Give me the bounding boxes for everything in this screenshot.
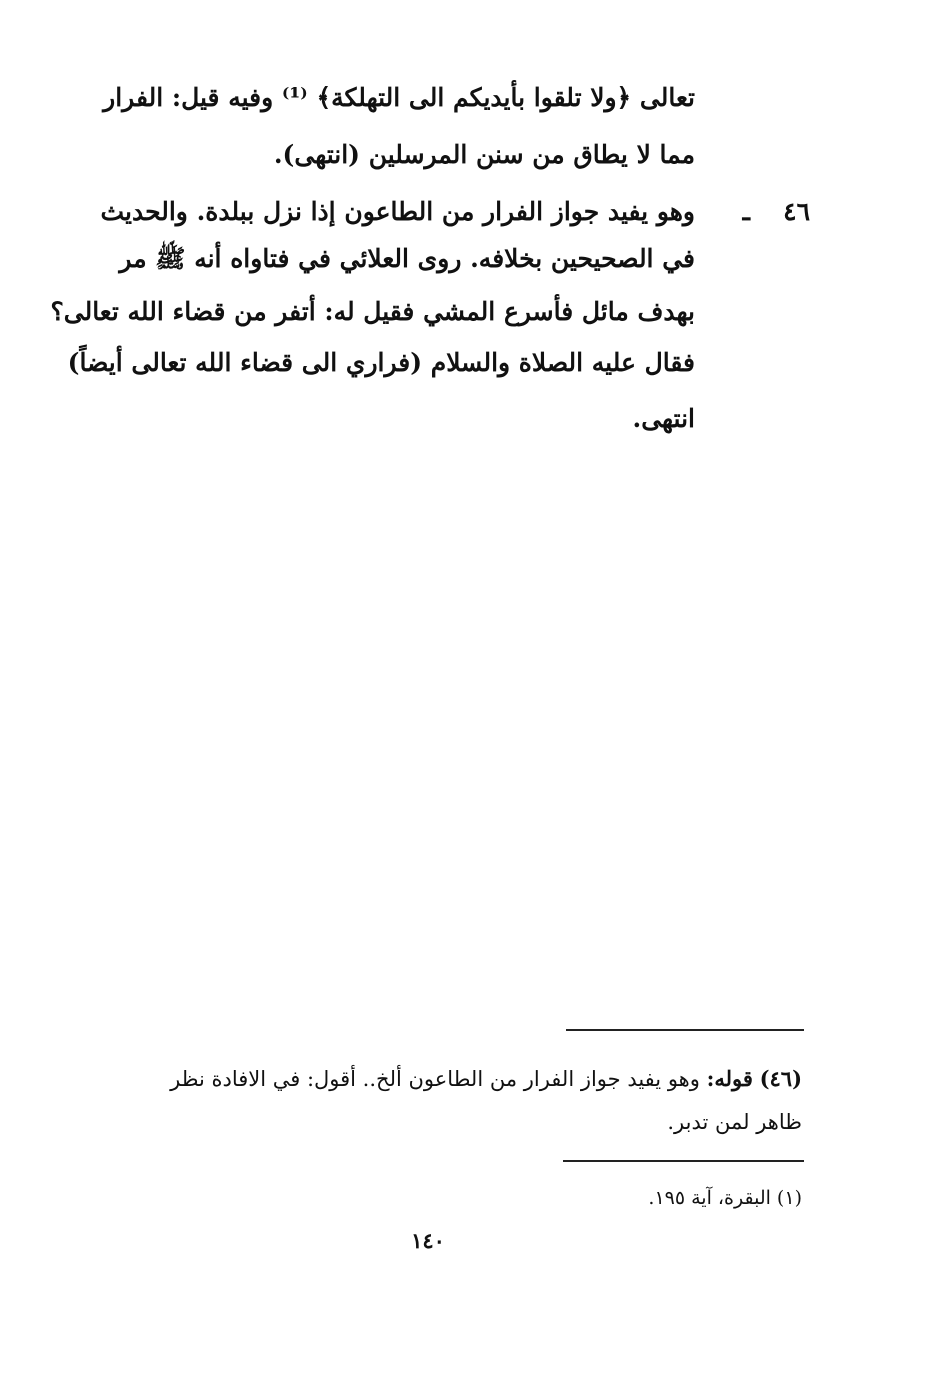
commentary-keyword: قوله: [706,1066,753,1091]
commentary-ref: (٤٦) [759,1066,802,1091]
main-text-line-7: انتهى. [632,404,695,433]
main-text-line-4: في الصحيحين بخلافه. روى العلائي في فتاواه أنه ﷺ مر [119,244,695,273]
commentary-separator [566,1029,804,1031]
commentary-line-2: ظاهر لمن تدبر. [667,1110,802,1134]
main-text-line-3: وهو يفيد جواز الفرار من الطاعون إذا نزل ببلدة. والحديث [100,197,695,226]
item-number: ٤٦ [783,197,810,226]
footnote-separator [563,1160,804,1162]
commentary-text: وهو يفيد جواز الفرار من الطاعون ألخ.. أقول: في الافادة نظر [170,1067,700,1091]
main-text-line-5: بهدف مائل فأسرع المشي فقيل له: أتفر من قضاء الله تعالى؟ [50,297,695,326]
page-number: ١٤٠ [411,1228,445,1253]
main-text-line-2: مما لا يطاق من سنن المرسلين (انتهى). [273,140,695,169]
commentary-line-1 [42,1062,802,1096]
main-text-line-6: فقال عليه الصلاة والسلام (فراري الى قضاء الله تعالى أيضاً) [67,348,695,377]
item-dash: ـ [742,197,750,226]
main-text-line-1: تعالى ﴿ولا تلقوا بأيديكم الى التهلكة﴾ ⁽¹⁾ وفيه قيل: الفرار [103,83,695,112]
footnote-line: (١) البقرة، آية ١٩٥. [648,1187,802,1209]
